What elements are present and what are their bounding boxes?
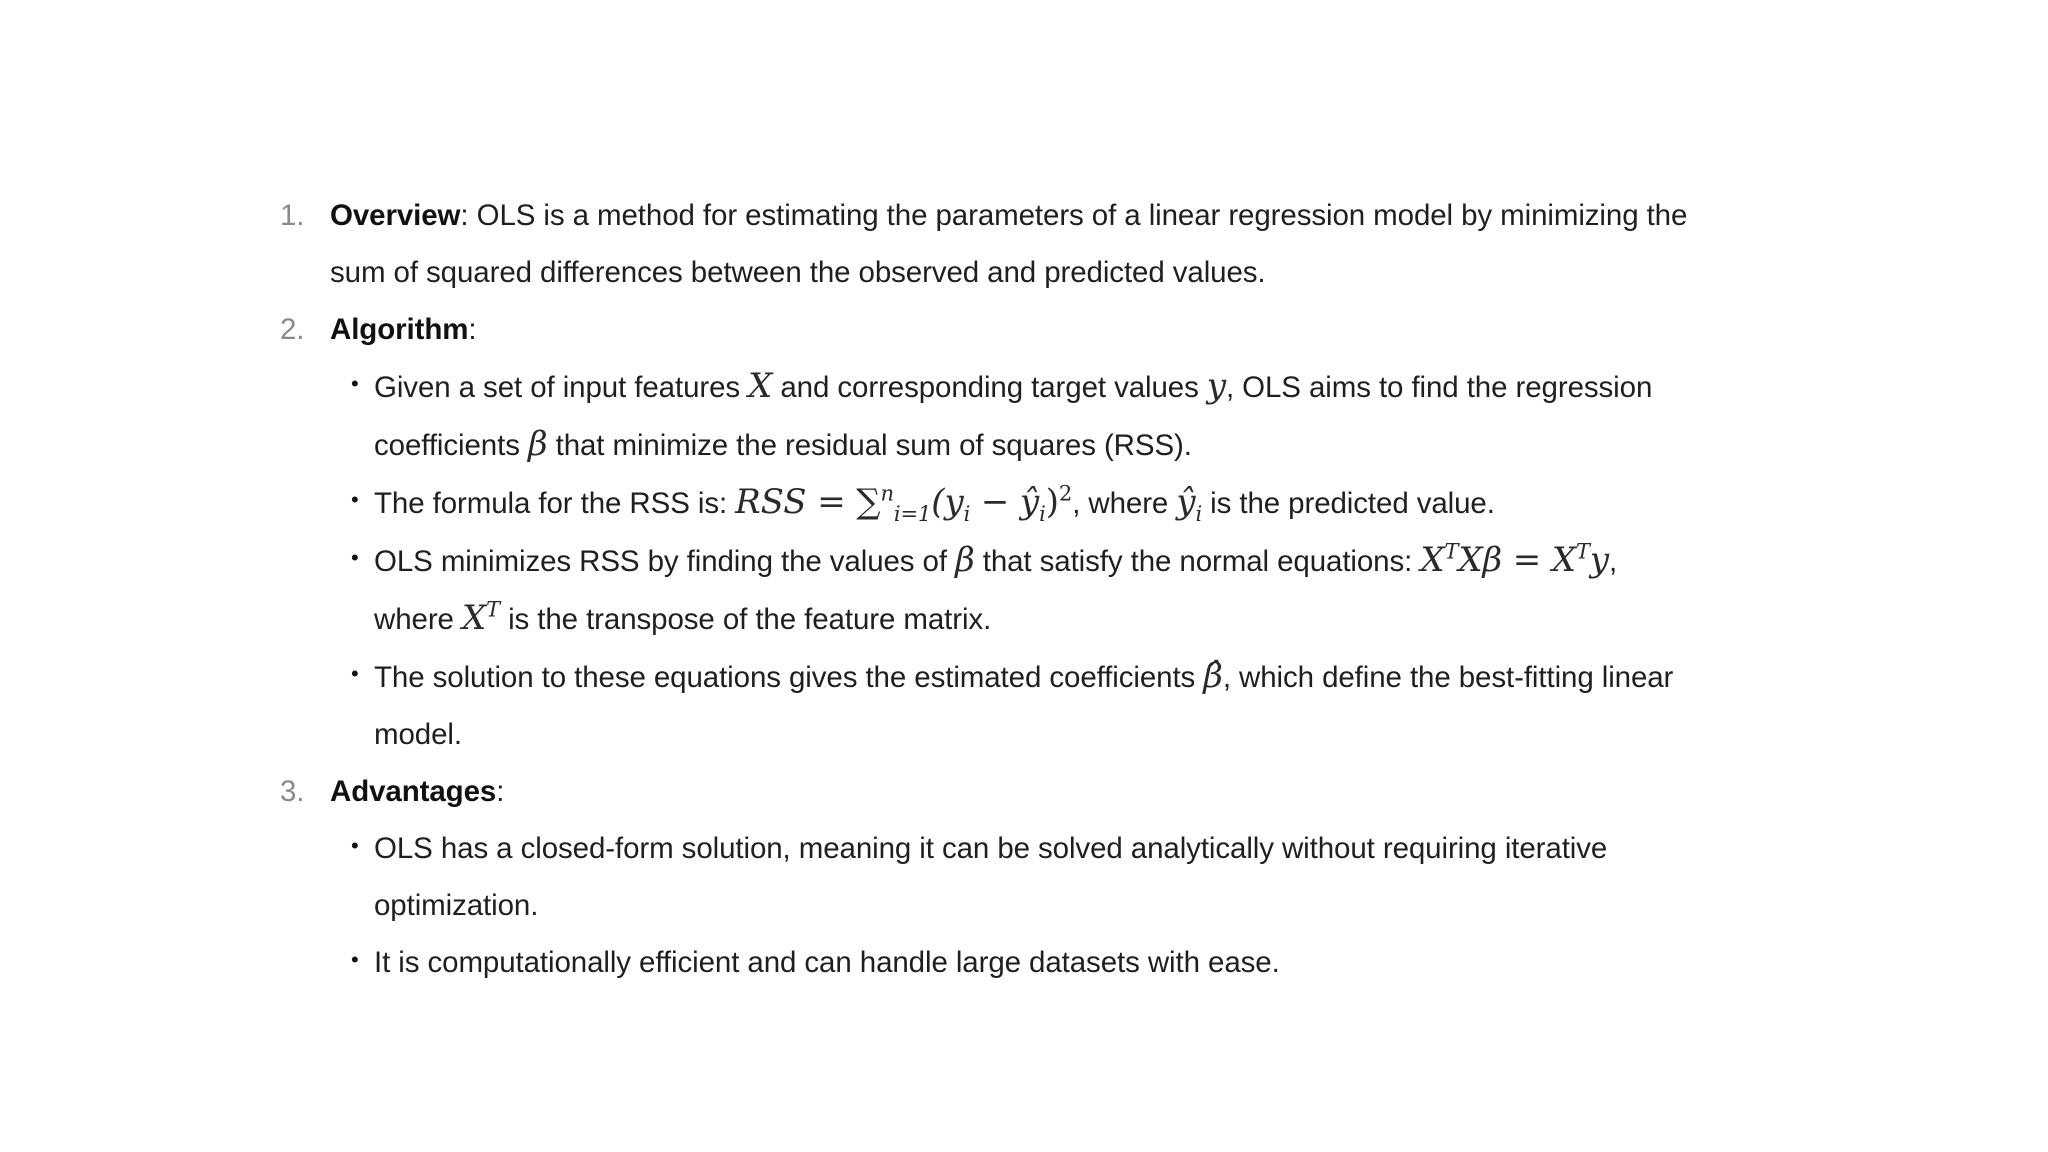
bullet-item bbox=[330, 474, 1700, 532]
list-item-algorithm bbox=[280, 301, 1700, 763]
math-beta: β bbox=[527, 424, 548, 464]
bullet-item bbox=[330, 532, 1700, 648]
bullet-icon: • bbox=[351, 545, 359, 570]
list-number: 1. bbox=[280, 199, 305, 232]
math-yhat: $ŷ_i$ bbox=[1176, 482, 1203, 526]
list-item-overview bbox=[280, 187, 1700, 301]
math-X: X bbox=[748, 366, 773, 406]
document-body bbox=[280, 187, 1700, 991]
bullet-list bbox=[330, 358, 1700, 763]
list-item-advantages bbox=[280, 763, 1700, 991]
item-heading: Advantages bbox=[330, 775, 497, 808]
bullet-text: , where bbox=[374, 545, 1618, 636]
item-heading: Algorithm bbox=[330, 313, 469, 346]
bullet-text: , where bbox=[1072, 487, 1177, 520]
math-beta-hat: β̂ bbox=[1203, 656, 1223, 696]
item-heading: Overview bbox=[330, 199, 461, 232]
bullet-item bbox=[330, 820, 1700, 934]
numbered-list bbox=[280, 187, 1700, 991]
math-y: y bbox=[1206, 366, 1226, 406]
bullet-text: and corresponding target values bbox=[772, 371, 1207, 404]
bullet-icon: • bbox=[351, 371, 359, 396]
bullet-text: that satisfy the normal equations: bbox=[974, 545, 1421, 578]
math-X-transpose: $X^T$ bbox=[461, 597, 500, 638]
bullet-text: The solution to these equations gives the estimated coefficients bbox=[374, 661, 1204, 694]
bullet-item bbox=[330, 358, 1700, 474]
list-number: 3. bbox=[280, 775, 305, 808]
bullet-text: , OLS aims to find the regression coefficients bbox=[374, 371, 1653, 462]
bullet-text: It is computationally efficient and can handle large datasets with ease. bbox=[374, 946, 1280, 979]
bullet-text: is the transpose of the feature matrix. bbox=[499, 603, 992, 636]
item-text: : OLS is a method for estimating the parameters of a linear regression model by minimizing the sum of squared differences between the observed and predicted values. bbox=[330, 199, 1688, 289]
heading-colon: : bbox=[496, 775, 505, 808]
bullet-text: that minimize the residual sum of squares (RSS). bbox=[547, 429, 1192, 462]
bullet-text: OLS minimizes RSS by finding the values of bbox=[374, 545, 956, 578]
bullet-item bbox=[330, 648, 1700, 763]
bullet-icon: • bbox=[351, 661, 359, 686]
bullet-text: , which define the best-fitting linear model. bbox=[374, 661, 1674, 751]
bullet-text: Given a set of input features bbox=[374, 371, 749, 404]
bullet-icon: • bbox=[351, 487, 359, 512]
bullet-icon: • bbox=[351, 833, 359, 858]
bullet-list bbox=[330, 820, 1700, 991]
list-number: 2. bbox=[280, 313, 305, 346]
math-normal-equation: $X^TX\beta = X^Ty$ bbox=[1420, 539, 1609, 580]
bullet-text: is the predicted value. bbox=[1202, 487, 1495, 520]
math-beta: β bbox=[955, 540, 975, 580]
math-rss-formula: RSS = $\sum^n_{i=1}(y_i$ − $ŷ_i)^2$ bbox=[735, 481, 1073, 526]
bullet-item bbox=[330, 934, 1700, 991]
bullet-text: The formula for the RSS is: bbox=[374, 487, 736, 520]
bullet-icon: • bbox=[351, 947, 359, 972]
bullet-text: OLS has a closed-form solution, meaning it can be solved analytically without requiring iterative optimization. bbox=[374, 832, 1608, 922]
heading-colon: : bbox=[468, 313, 477, 346]
